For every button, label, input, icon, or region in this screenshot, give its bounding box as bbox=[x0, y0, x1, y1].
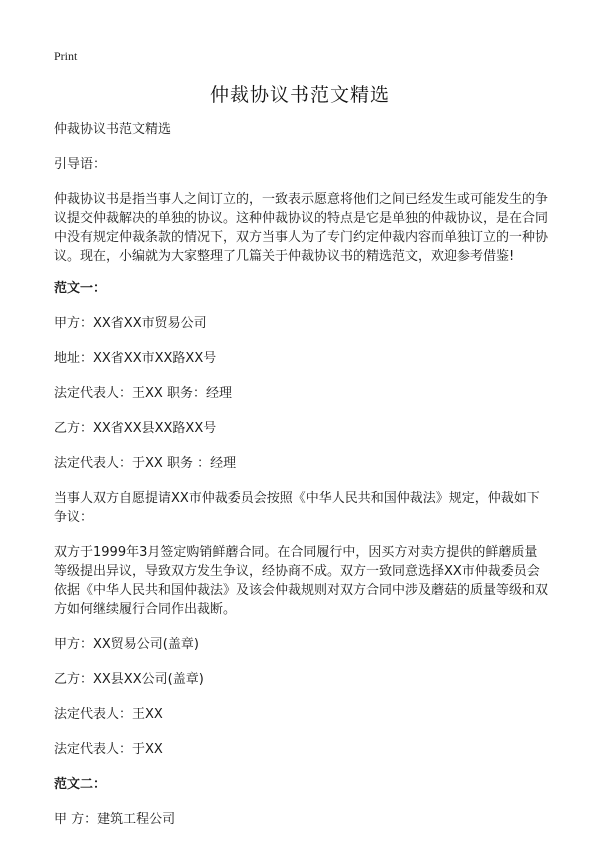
dispute-detail-paragraph: 双方于1999年3月签定购销鲜蘑合同。在合同履行中，因买方对卖方提供的鲜蘑质量等级提出异议，导致双方发生争议，经协商不成。双方一致同意选择XX市仲裁委员会依据《中华人民共和国仲裁法》及该会仲裁规则对双方合同中涉及蘑菇的质量等级和双方如何继续履行合同作出裁断。 bbox=[54, 545, 549, 617]
subtitle-paragraph: 仲裁协议书范文精选 bbox=[54, 122, 172, 137]
sample-one-heading: 范文一： bbox=[54, 281, 107, 296]
party-a-line: 甲方：XX省XX市贸易公司 bbox=[54, 316, 207, 331]
sample-two-heading: 范文二： bbox=[54, 777, 107, 792]
print-label: Print bbox=[54, 49, 78, 63]
document-body bbox=[54, 120, 549, 845]
party-a-seal-line: 甲方：XX贸易公司(盖章) bbox=[54, 637, 199, 652]
sample-two-party-a-line: 甲 方：建筑工程公司 bbox=[54, 812, 176, 827]
representative-b-line: 法定代表人：于XX 职务 ：经理 bbox=[54, 456, 237, 471]
dispute-intro-paragraph: 当事人双方自愿提请XX市仲裁委员会按照《中华人民共和国仲裁法》规定，仲裁如下争议： bbox=[54, 491, 540, 525]
representative-a-line: 法定代表人：王XX 职务：经理 bbox=[54, 386, 232, 401]
document-title: 仲裁协议书范文精选 bbox=[209, 84, 390, 106]
intro-label: 引导语： bbox=[54, 157, 107, 172]
signature-b-line: 法定代表人：于XX bbox=[54, 742, 163, 757]
address-line: 地址：XX省XX市XX路XX号 bbox=[54, 351, 217, 366]
intro-paragraph: 仲裁协议书是指当事人之间订立的，一致表示愿意将他们之间已经发生或可能发生的争议提交仲裁解决的单独的协议。这种仲裁协议的特点是它是单独的仲裁协议，是在合同中没有规定仲裁条款的情况下，双方当事人为了专门约定仲裁内容而单独订立的一种协议。现在，小编就为大家整理了几篇关于仲裁协议书的精选范文，欢迎参考借鉴! bbox=[54, 192, 549, 264]
party-b-seal-line: 乙方：XX县XX公司(盖章) bbox=[54, 672, 204, 687]
party-b-line: 乙方：XX省XX县XX路XX号 bbox=[54, 421, 217, 436]
signature-a-line: 法定代表人：王XX bbox=[54, 707, 163, 722]
